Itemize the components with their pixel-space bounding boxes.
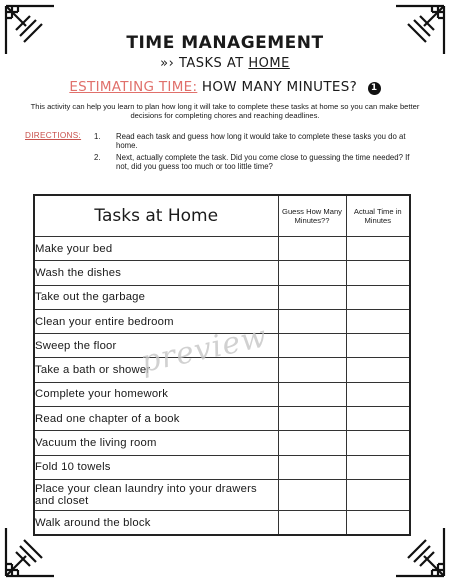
actual-cell[interactable]	[346, 479, 410, 510]
guess-cell[interactable]	[278, 510, 346, 535]
page-subtitle	[0, 56, 450, 71]
guess-cell[interactable]	[278, 479, 346, 510]
task-cell: Complete your homework	[34, 382, 278, 406]
table-row	[34, 261, 410, 285]
tasks-table	[33, 194, 411, 536]
direction-step-number: 2.	[94, 153, 101, 162]
task-cell: Sweep the floor	[34, 334, 278, 358]
task-cell: Vacuum the living room	[34, 431, 278, 455]
subtitle-home: HOME	[248, 56, 290, 71]
page-title: TIME MANAGEMENT	[126, 33, 324, 53]
activity-question: HOW MANY MINUTES?	[201, 79, 358, 95]
activity-label: ESTIMATING TIME:	[69, 79, 198, 95]
actual-cell[interactable]	[346, 431, 410, 455]
subtitle-prefix: »› TASKS AT	[160, 56, 249, 71]
guess-cell[interactable]	[278, 237, 346, 261]
table-row	[34, 237, 410, 261]
intro-text: This activity can help you learn to plan how long it will take to complete these tasks at home so you can make better decisions for completing chores and reaching deadlines.	[30, 102, 420, 120]
actual-cell[interactable]	[346, 510, 410, 535]
actual-cell[interactable]	[346, 309, 410, 333]
directions-label: DIRECTIONS:	[25, 131, 82, 140]
task-cell: Take out the garbage	[34, 285, 278, 309]
task-cell: Fold 10 towels	[34, 455, 278, 479]
direction-step-text: Next, actually complete the task. Did you come close to guessing the time needed? If not, did you guess too much or too little time?	[116, 153, 410, 171]
task-cell: Walk around the block	[34, 510, 278, 535]
guess-cell[interactable]	[278, 285, 346, 309]
guess-cell[interactable]	[278, 309, 346, 333]
guess-cell[interactable]	[278, 382, 346, 406]
task-cell: Take a bath or shower	[34, 358, 278, 382]
guess-cell[interactable]	[278, 455, 346, 479]
header-guess: Guess How Many Minutes??	[278, 195, 346, 237]
direction-step-text: Read each task and guess how long it would take to complete these tasks you do at home.	[116, 132, 406, 150]
guess-cell[interactable]	[278, 334, 346, 358]
table-row	[34, 455, 410, 479]
table-row	[34, 285, 410, 309]
actual-cell[interactable]	[346, 382, 410, 406]
table-row	[34, 431, 410, 455]
preview-watermark: preview	[137, 319, 271, 380]
direction-step-2	[94, 153, 418, 171]
header-tasks: Tasks at Home	[34, 195, 278, 237]
table-row	[34, 479, 410, 510]
task-cell: Clean your entire bedroom	[34, 309, 278, 333]
guess-cell[interactable]	[278, 261, 346, 285]
direction-step-number: 1.	[94, 132, 101, 141]
table-row	[34, 407, 410, 431]
table-header-row	[34, 195, 410, 237]
header-actual: Actual Time in Minutes	[346, 195, 410, 237]
task-cell: Read one chapter of a book	[34, 407, 278, 431]
activity-number-badge: 1	[368, 82, 381, 95]
task-cell: Place your clean laundry into your drawers and closet	[34, 479, 278, 510]
task-cell: Make your bed	[34, 237, 278, 261]
table-row	[34, 382, 410, 406]
actual-cell[interactable]	[346, 334, 410, 358]
actual-cell[interactable]	[346, 455, 410, 479]
table-row	[34, 510, 410, 535]
activity-heading	[0, 79, 450, 95]
guess-cell[interactable]	[278, 358, 346, 382]
actual-cell[interactable]	[346, 407, 410, 431]
guess-cell[interactable]	[278, 407, 346, 431]
actual-cell[interactable]	[346, 261, 410, 285]
task-cell: Wash the dishes	[34, 261, 278, 285]
actual-cell[interactable]	[346, 358, 410, 382]
guess-cell[interactable]	[278, 431, 346, 455]
actual-cell[interactable]	[346, 285, 410, 309]
direction-step-1	[94, 132, 418, 150]
actual-cell[interactable]	[346, 237, 410, 261]
